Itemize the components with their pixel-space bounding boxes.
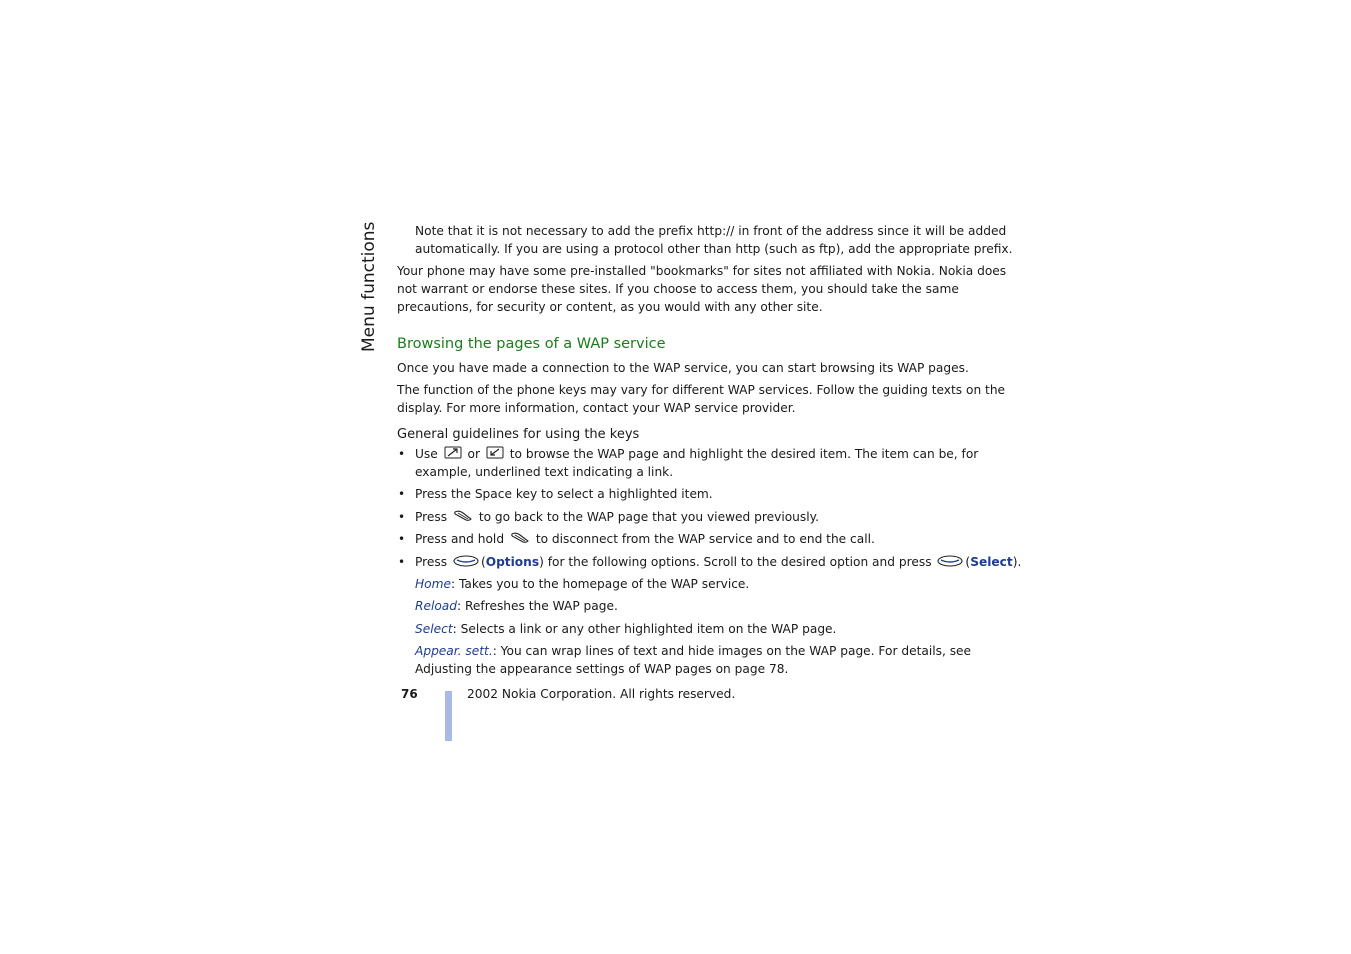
option-appear-label: Appear. sett. <box>415 644 493 658</box>
page-number: 76 <box>401 687 418 701</box>
intro-paragraph: Once you have made a connection to the WAP service, you can start browsing its WAP pages. <box>397 361 969 375</box>
option-home-label: Home <box>415 577 451 591</box>
bullet-3-post: to go back to the WAP page that you viewed previously. <box>478 510 819 524</box>
bullet-1-line-2: example, underlined text indicating a link. <box>415 465 674 479</box>
select-softkey-label: Select <box>970 555 1013 569</box>
bullet-5-mid: ) for the following options. Scroll to the desired option and press <box>539 555 932 569</box>
subheading: General guidelines for using the keys <box>397 427 640 442</box>
bullet-1-pre: Use <box>415 447 438 461</box>
bullet-3-pre: Press <box>415 510 448 524</box>
option-select-text: : Selects a link or any other highlighted item on the WAP page. <box>452 622 837 636</box>
note-line-2: automatically. If you are using a protocol other than http (such as ftp), add the appropriate prefix. <box>415 242 1013 256</box>
bookmarks-line-3: precautions, for security or content, as you would with any other site. <box>397 300 823 314</box>
option-reload-text: : Refreshes the WAP page. <box>457 599 618 613</box>
selection-key-icon <box>453 554 479 572</box>
bullet-5-pre: Press <box>415 555 448 569</box>
footer-accent-bar <box>445 691 452 741</box>
scroll-up-key-icon <box>444 446 462 464</box>
section-tab-label: Menu functions <box>359 221 379 352</box>
end-key-icon <box>453 509 473 527</box>
bullet-4-pre: Press and hold <box>415 532 505 546</box>
copyright-notice: 2002 Nokia Corporation. All rights reserved. <box>467 687 736 701</box>
option-select <box>415 620 836 638</box>
bullet-4-post: to disconnect from the WAP service and to end the call. <box>535 532 875 546</box>
scroll-down-key-icon <box>486 446 504 464</box>
option-appear-line-2: Adjusting the appearance settings of WAP pages on page 78. <box>415 662 789 676</box>
keys-paragraph-line-2: display. For more information, contact your WAP service provider. <box>397 401 796 415</box>
bullet-dot: • <box>398 487 406 501</box>
option-appear-sett <box>415 642 971 660</box>
bullet-5: Press (Options) for the following options. Scroll to the desired option and press (Select). <box>415 553 1021 572</box>
bullet-dot: • <box>398 532 406 546</box>
option-select-label: Select <box>415 622 453 636</box>
bullet-dot: • <box>398 447 406 461</box>
bookmarks-line-1: Your phone may have some pre-installed "bookmarks" for sites not affiliated with Nokia. Nokia does <box>397 264 1007 278</box>
keys-paragraph-line-1: The function of the phone keys may vary for different WAP services. Follow the guiding texts on the <box>397 383 1006 397</box>
section-heading: Browsing the pages of a WAP service <box>397 336 666 352</box>
bullet-5-end: ). <box>1012 555 1022 569</box>
bullet-1-or: or <box>467 447 480 461</box>
bullet-dot: • <box>398 510 406 524</box>
bookmarks-line-2: not warrant or endorse these sites. If you choose to access them, you should take the same <box>397 282 959 296</box>
selection-key-icon <box>937 554 963 572</box>
end-key-icon <box>510 531 530 549</box>
option-reload-label: Reload <box>415 599 458 613</box>
note-line-1: Note that it is not necessary to add the prefix http:// in front of the address since it will be added <box>415 224 1007 238</box>
bullet-4 <box>415 530 875 549</box>
option-appear-text: : You can wrap lines of text and hide images on the WAP page. For details, see <box>492 644 972 658</box>
bullet-1-post: to browse the WAP page and highlight the desired item. The item can be, for <box>509 447 979 461</box>
option-home <box>415 575 749 593</box>
bullet-2: Press the Space key to select a highlighted item. <box>415 487 713 501</box>
bullet-1 <box>415 445 978 464</box>
option-reload <box>415 597 618 615</box>
bullet-3 <box>415 508 819 527</box>
option-home-text: : Takes you to the homepage of the WAP service. <box>451 577 750 591</box>
bullet-dot: • <box>398 555 406 569</box>
options-softkey-label: Options <box>485 555 540 569</box>
section-tab <box>357 221 381 356</box>
